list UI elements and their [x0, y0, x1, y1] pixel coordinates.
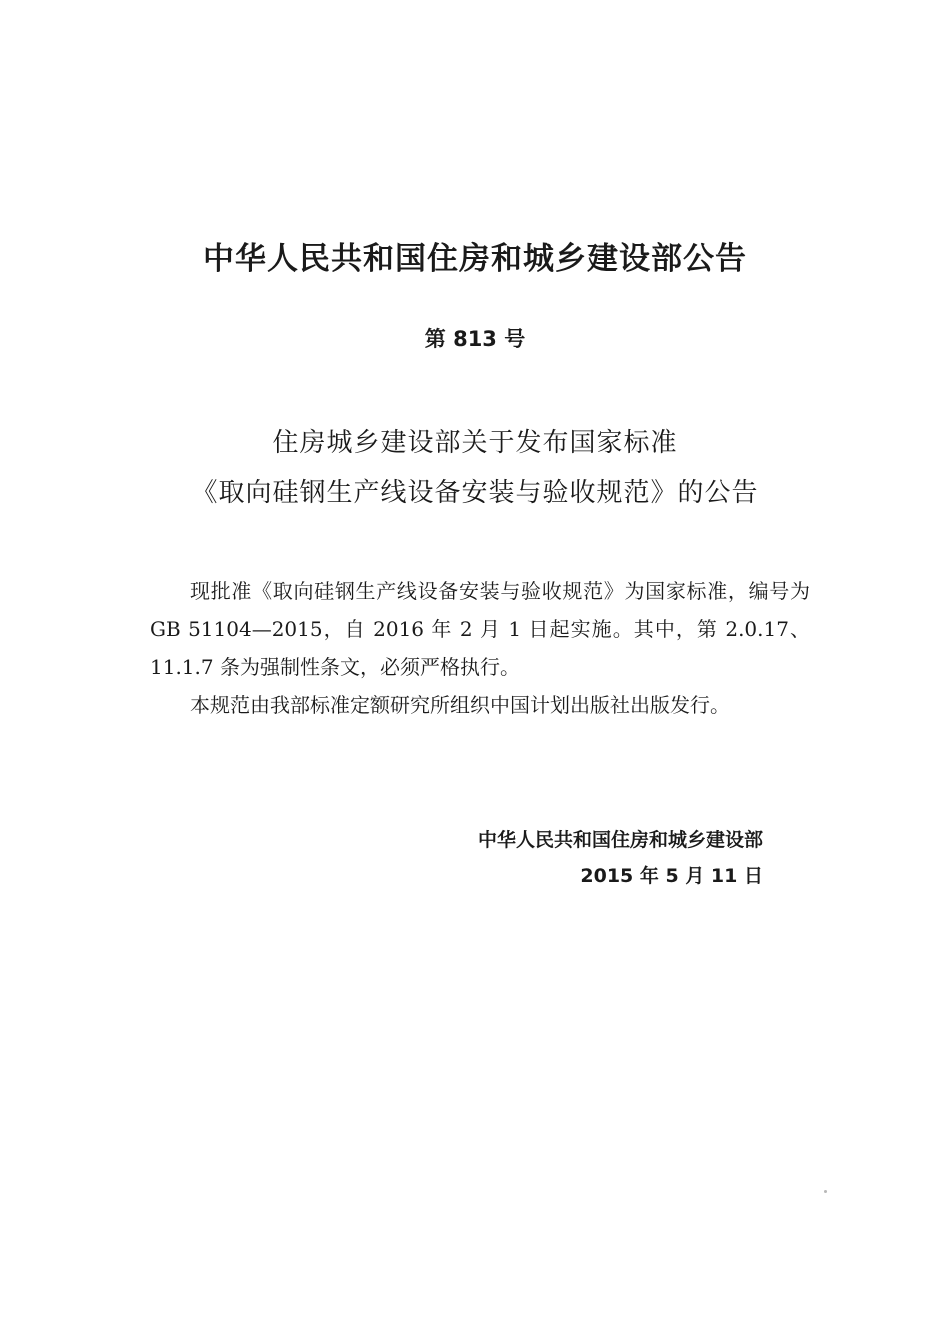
document-title-line-2: 《取向硅钢生产线设备安装与验收规范》的公告 — [191, 478, 759, 508]
body-paragraph-1: 现批准《取向硅钢生产线设备安装与验收规范》为国家标准，编号为 GB 51104—2015，自 2016 年 2 月 1 日起实施。其中，第 2.0.17、11.1.7 条为强制性条文，必须严格执行。 — [150, 579, 810, 679]
body-paragraph-2: 本规范由我部标准定额研究所组织中国计划出版社出版发行。 — [190, 693, 730, 717]
issuer-title: 中华人民共和国住房和城乡建设部公告 — [203, 241, 747, 277]
signature-block — [380, 822, 763, 894]
signing-date: 2015 年 5 月 11 日 — [580, 865, 763, 887]
scan-speck — [824, 1190, 827, 1193]
signing-organization: 中华人民共和国住房和城乡建设部 — [477, 829, 763, 851]
document-title-line-1: 住房城乡建设部关于发布国家标准 — [272, 428, 678, 458]
announcement-body — [150, 572, 810, 724]
document-title — [0, 418, 950, 518]
document-number: 第 813 号 — [424, 327, 526, 351]
